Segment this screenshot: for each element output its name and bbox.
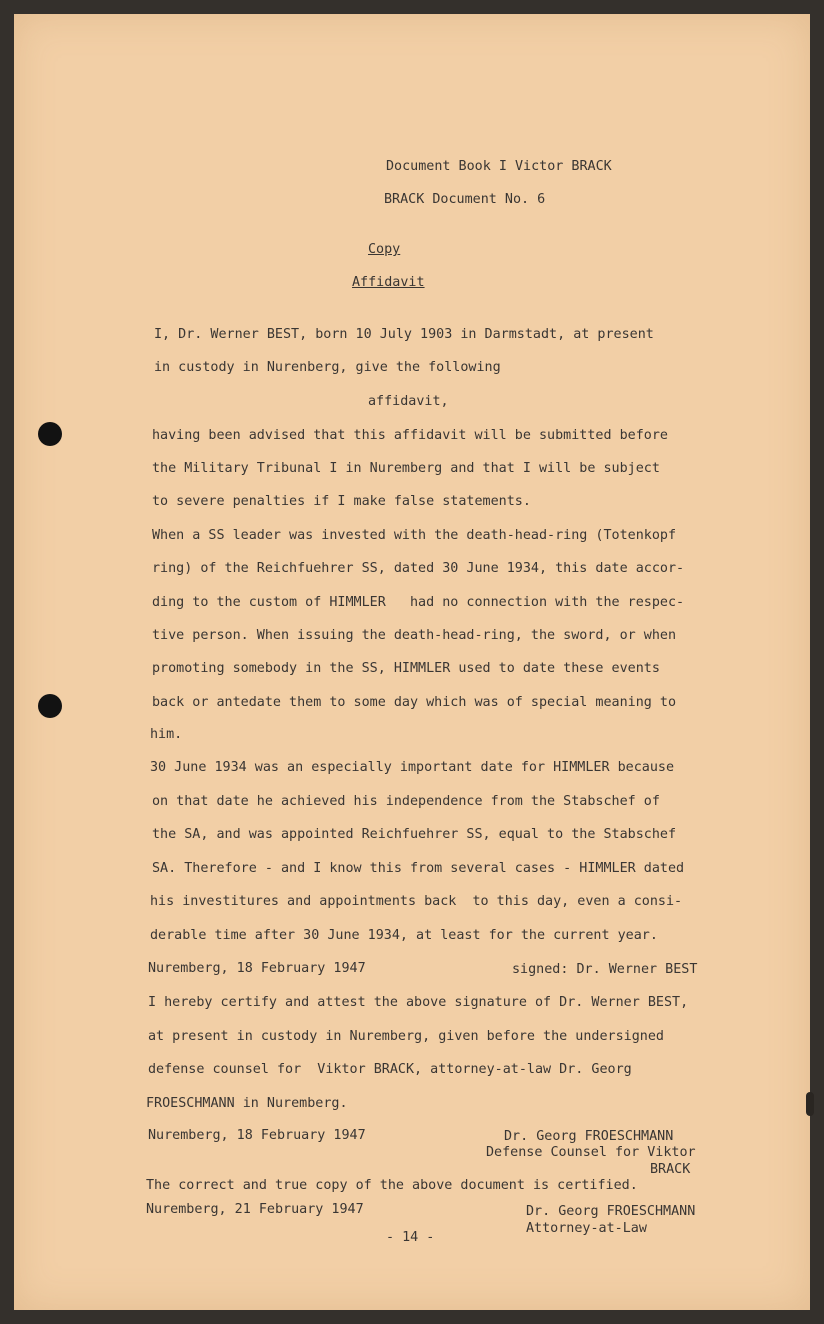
page-number: - 14 - bbox=[386, 1230, 435, 1245]
body-line: When a SS leader was invested with the death-head-ring (Totenkopf bbox=[152, 528, 677, 543]
body-line: him. bbox=[150, 727, 183, 742]
counsel-title: Defense Counsel for Viktor bbox=[486, 1145, 696, 1160]
body-line: 30 June 1934 was an especially important date for HIMMLER because bbox=[150, 760, 675, 775]
true-copy-title: Attorney-at-Law bbox=[526, 1221, 647, 1236]
body-line: back or antedate them to some day which was of special meaning to bbox=[152, 695, 677, 710]
certification-line: defense counsel for Viktor BRACK, attorney-at-law Dr. Georg bbox=[148, 1062, 632, 1077]
body-line: derable time after 30 June 1934, at least for the current year. bbox=[150, 928, 658, 943]
body-line: the Military Tribunal I in Nuremberg and that I will be subject bbox=[152, 461, 660, 476]
punch-hole bbox=[38, 694, 62, 718]
certification-line: at present in custody in Nuremberg, given before the undersigned bbox=[148, 1029, 664, 1044]
document-number: BRACK Document No. 6 bbox=[384, 192, 546, 207]
document-book-header: Document Book I Victor BRACK bbox=[386, 159, 612, 174]
true-copy-place-date: Nuremberg, 21 February 1947 bbox=[146, 1202, 364, 1217]
signature-place-date: Nuremberg, 18 February 1947 bbox=[148, 961, 366, 976]
punch-hole bbox=[38, 422, 62, 446]
body-line: his investitures and appointments back to this day, even a consi- bbox=[150, 894, 683, 909]
true-copy-name: Dr. Georg FROESCHMANN bbox=[526, 1204, 696, 1219]
signed-line: signed: Dr. Werner BEST bbox=[512, 962, 698, 977]
body-line: on that date he achieved his independence from the Stabschef of bbox=[152, 794, 660, 809]
page-edge-notch bbox=[806, 1092, 814, 1116]
counsel-name: Dr. Georg FROESCHMANN bbox=[504, 1129, 674, 1144]
counsel-title-name: BRACK bbox=[650, 1162, 691, 1177]
affidavit-word: affidavit, bbox=[368, 394, 449, 409]
body-line: to severe penalties if I make false statements. bbox=[152, 494, 531, 509]
intro-line: I, Dr. Werner BEST, born 10 July 1903 in Darmstadt, at present bbox=[154, 327, 654, 342]
certification-place-date: Nuremberg, 18 February 1947 bbox=[148, 1128, 366, 1143]
body-line: SA. Therefore - and I know this from several cases - HIMMLER dated bbox=[152, 861, 685, 876]
intro-line: in custody in Nurenberg, give the following bbox=[154, 360, 501, 375]
copy-label: Copy bbox=[368, 242, 401, 257]
body-line: ring) of the Reichfuehrer SS, dated 30 June 1934, this date accor- bbox=[152, 561, 685, 576]
body-line: the SA, and was appointed Reichfuehrer SS, equal to the Stabschef bbox=[152, 827, 677, 842]
body-line: ding to the custom of HIMMLER had no connection with the respec- bbox=[152, 595, 685, 610]
certification-line: FROESCHMANN in Nuremberg. bbox=[146, 1096, 348, 1111]
affidavit-title: Affidavit bbox=[352, 275, 425, 290]
certification-line: I hereby certify and attest the above signature of Dr. Werner BEST, bbox=[148, 995, 689, 1010]
body-line: having been advised that this affidavit will be submitted before bbox=[152, 428, 668, 443]
document-page bbox=[14, 14, 810, 1310]
body-line: tive person. When issuing the death-head-ring, the sword, or when bbox=[152, 628, 677, 643]
body-line: promoting somebody in the SS, HIMMLER used to date these events bbox=[152, 661, 660, 676]
true-copy-statement: The correct and true copy of the above document is certified. bbox=[146, 1178, 638, 1193]
